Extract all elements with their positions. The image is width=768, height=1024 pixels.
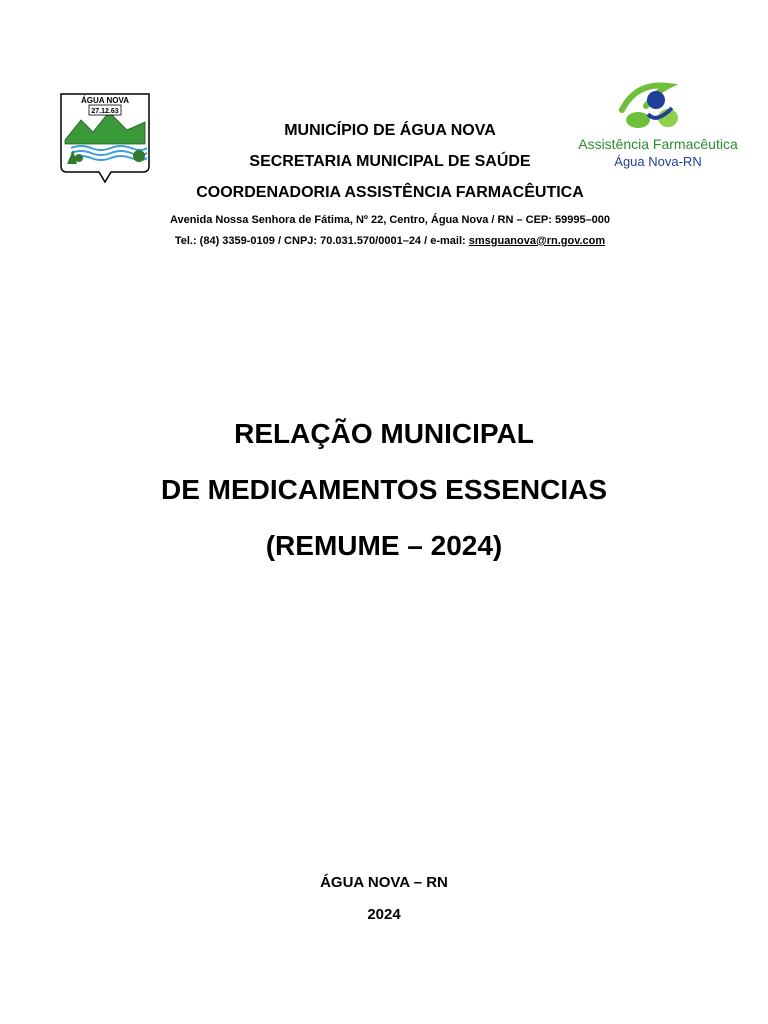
contact-line (90, 235, 690, 247)
document-title-line-3: (REMUME – 2024) (265, 530, 503, 561)
document-title-line-1: RELAÇÃO MUNICIPAL (234, 418, 534, 449)
document-title-line-2: DE MEDICAMENTOS ESSENCIAS (161, 474, 607, 505)
logo-subtitle: Água Nova-RN (614, 154, 702, 169)
address-line: Avenida Nossa Senhora de Fátima, Nº 22, Centro, Água Nova / RN – CEP: 59995–000 (169, 214, 611, 226)
email-link[interactable]: smsguanova@rn.gov.com (468, 235, 606, 247)
secretariat-heading: SECRETARIA MUNICIPAL DE SAÚDE (249, 153, 531, 170)
footer-place: ÁGUA NOVA – RN (320, 874, 448, 891)
footer-year: 2024 (367, 906, 401, 923)
contact-info: Tel.: (84) 3359-0109 / CNPJ: 70.031.570/0001–24 / e-mail: (174, 235, 469, 247)
municipality-heading: MUNICÍPIO DE ÁGUA NOVA (284, 122, 496, 139)
crest-date: 27.12.63 (91, 108, 119, 115)
coordination-heading: COORDENADORIA ASSISTÊNCIA FARMACÊUTICA (196, 184, 584, 201)
crest-top-text: ÁGUA NOVA (81, 96, 129, 105)
logo-title: Assistência Farmacêutica (578, 136, 738, 152)
